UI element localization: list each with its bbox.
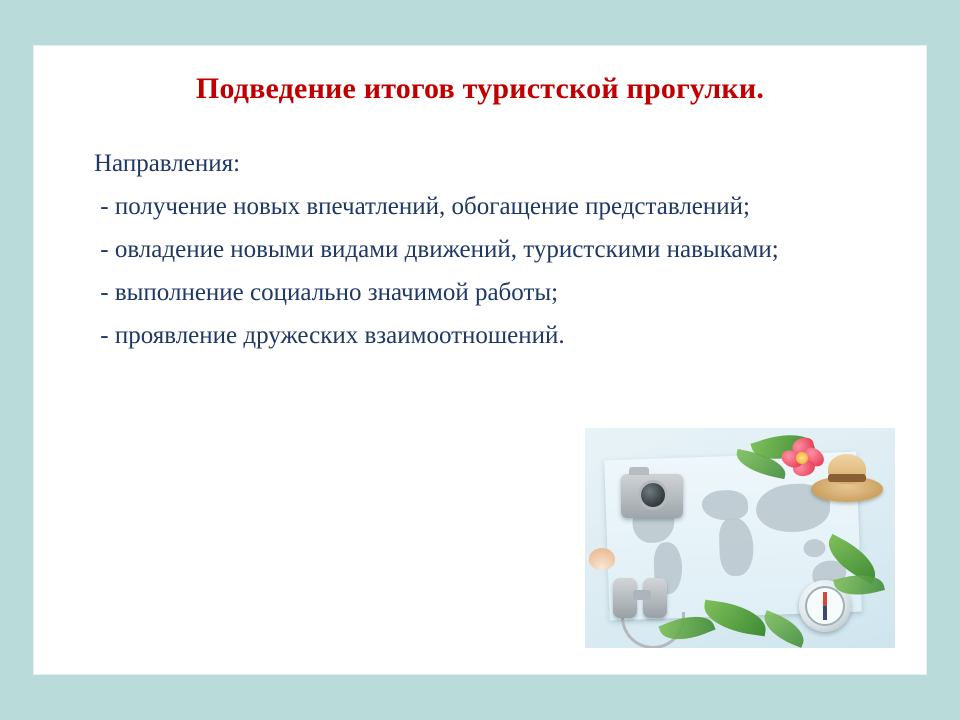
compass-needle-south [823, 606, 827, 620]
compass-needle-north [823, 592, 827, 606]
page-title: Подведение итогов туристской прогулки. [195, 72, 765, 105]
body-line-3: - выполнение социально значимой работы; [94, 279, 559, 306]
straw-hat-icon [811, 452, 883, 502]
body-line-2: - овладение новыми видами движений, туристскими навыками; [94, 236, 779, 263]
body-line-4: - проявление дружеских взаимоотношений. [94, 322, 565, 349]
binoculars-bridge [633, 590, 651, 600]
slide-body [94, 142, 884, 357]
body-line-1: - получение новых впечатлений, обогащение представлений; [94, 193, 750, 220]
body-line-heading: Направления: [94, 150, 241, 177]
hat-band [828, 474, 866, 482]
binoculars-icon [613, 578, 675, 622]
travel-collage-image [585, 428, 895, 648]
seashell-icon [589, 548, 615, 570]
flower-center [796, 452, 808, 464]
camera-icon [621, 474, 683, 518]
slide-card [34, 46, 926, 674]
